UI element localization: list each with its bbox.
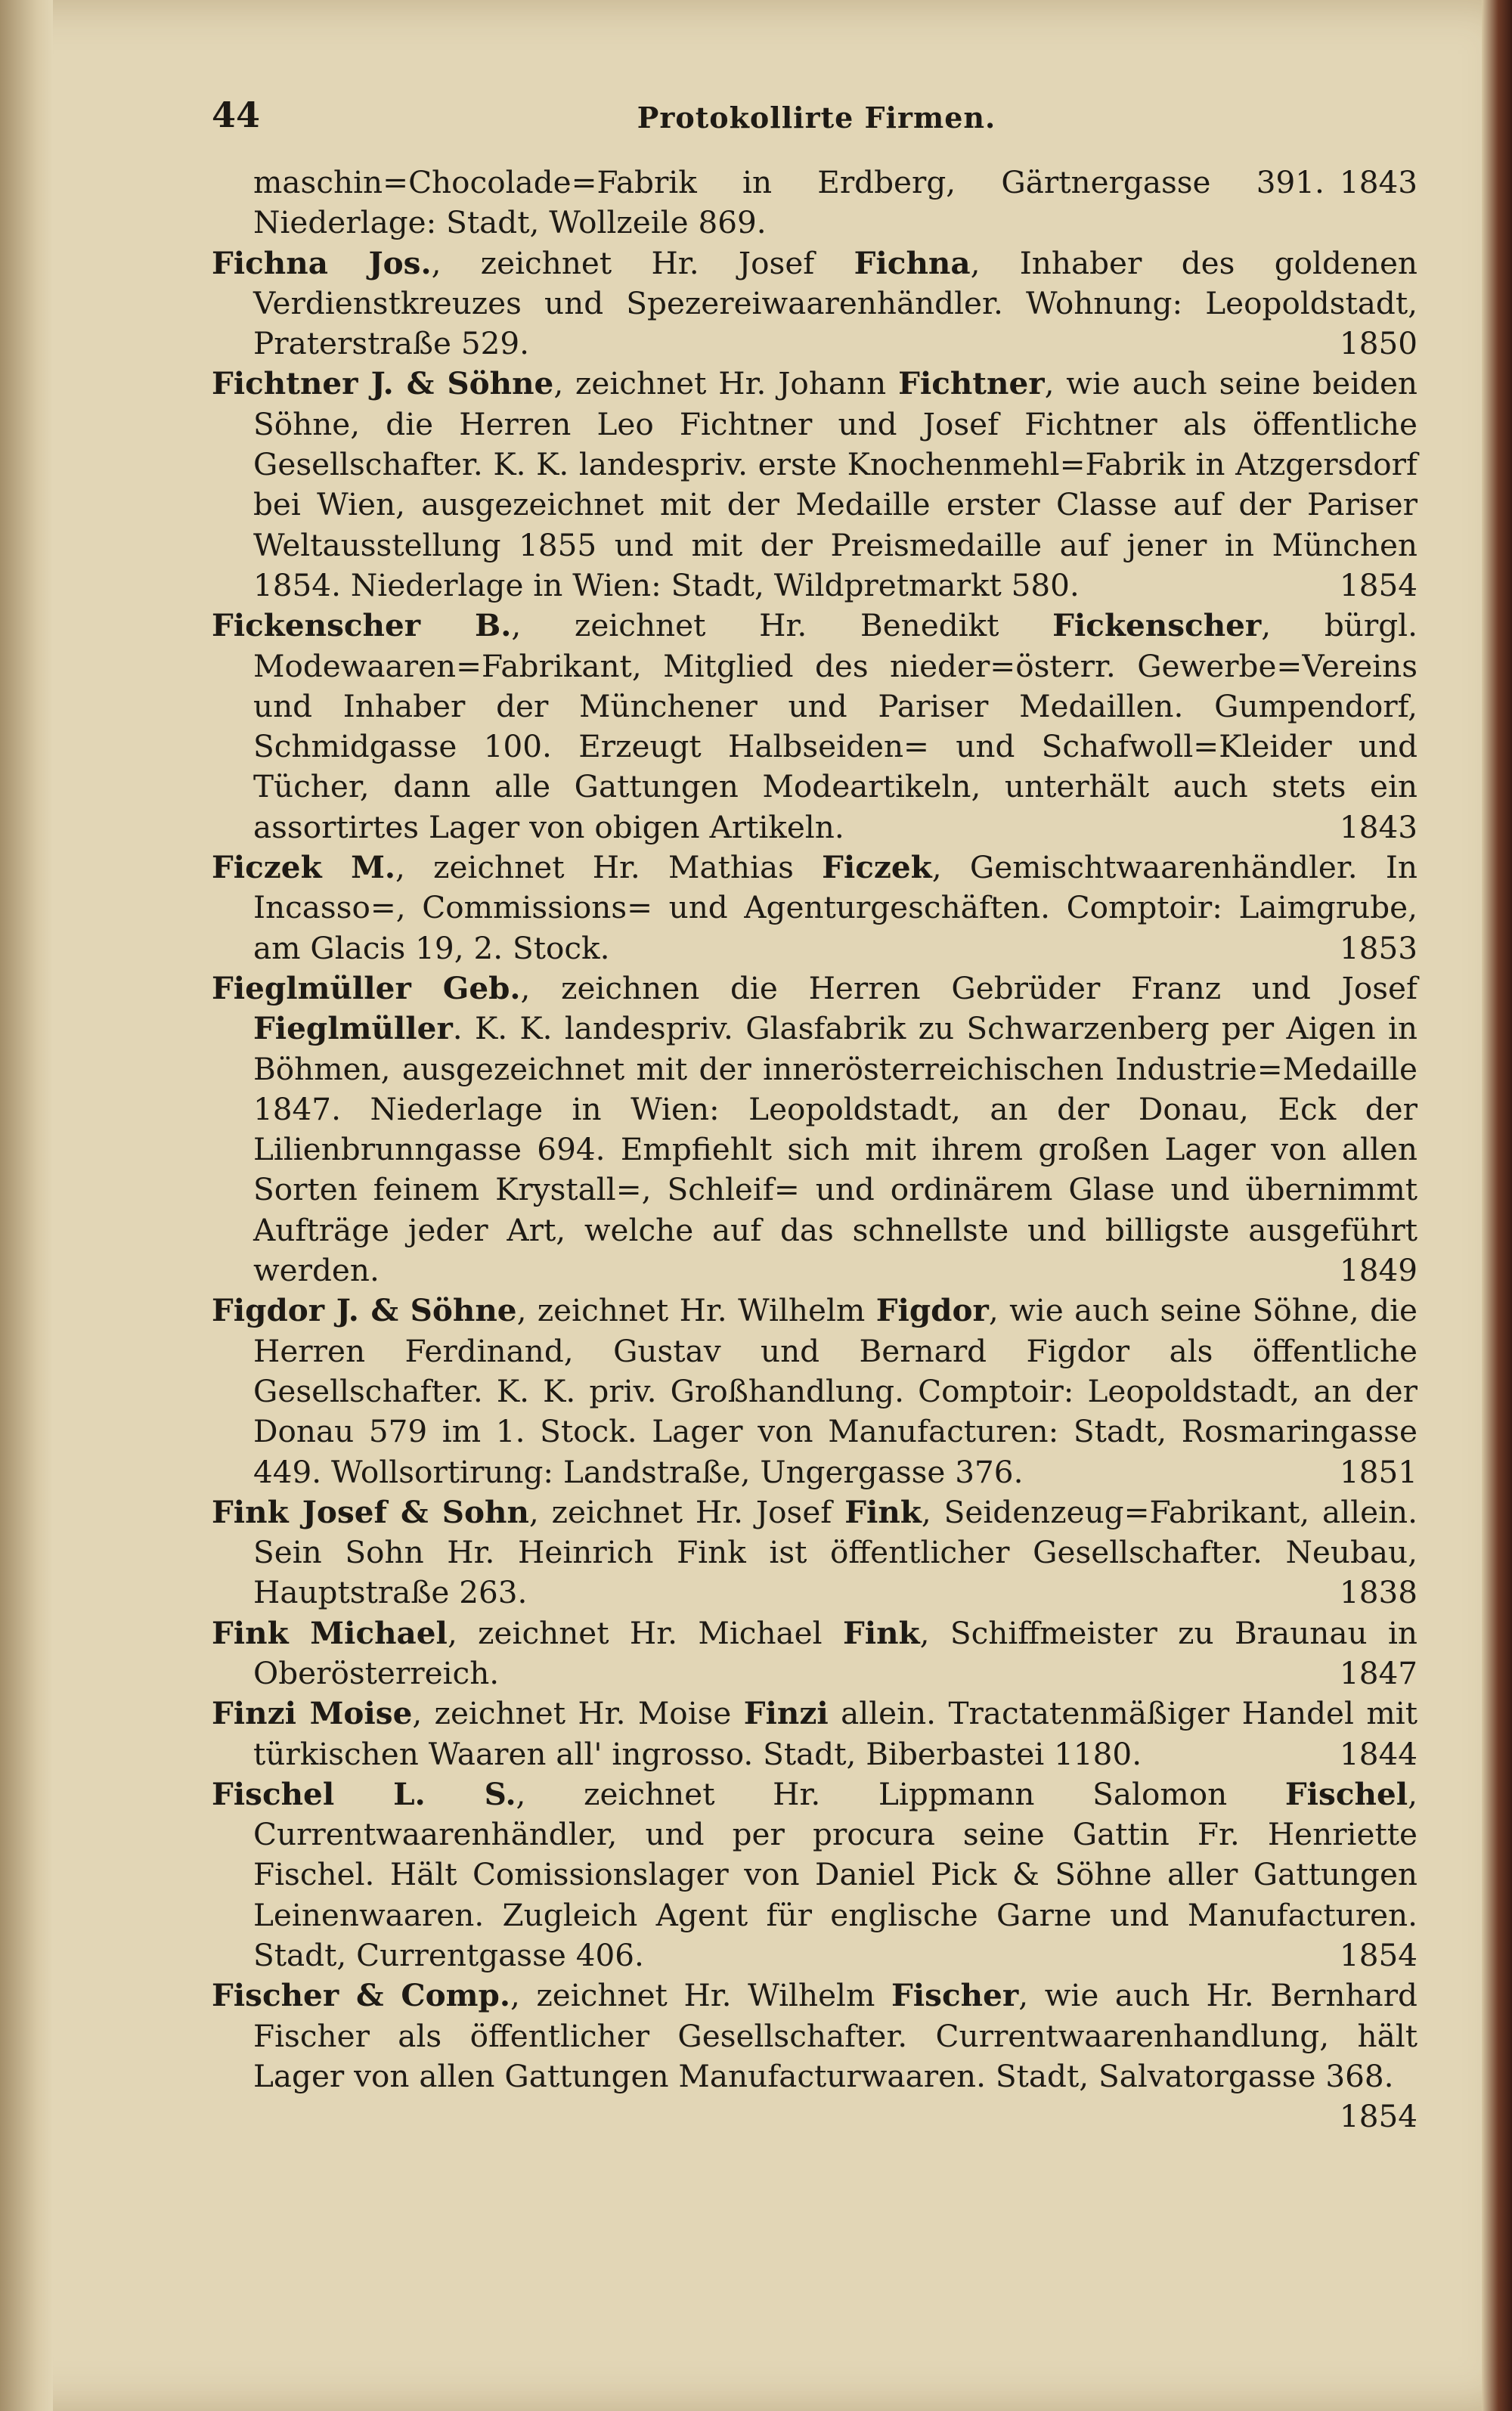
page-number: 44	[212, 95, 261, 135]
firm-name: Fichna Jos.	[212, 244, 432, 281]
entry-text: , Gemischtwaarenhändler. In Incasso=, Commissions= und Agenturgeschäften. Comptoir: Laimgrube, am Glacis 19, 2. Stock.	[253, 849, 1418, 966]
entry-year: 1844	[1339, 1735, 1418, 1772]
entry-text: , wie auch seine beiden Söhne, die Herren Leo Fichtner und Josef Fichtner als öffentliche Gesellschafter. K. K. landespriv. erste Knochenmehl=Fabrik in Atzgersdorf bei Wien, ausgezeichnet mit der Medaille erster Classe auf der Pariser Weltausstellung 1855 und mit der Preismedaille auf jener in München 1854. Niederlage in Wien: Stadt, Wildpretmarkt 580.	[253, 365, 1418, 603]
list-item	[212, 243, 1418, 364]
signatory-surname: Figdor	[875, 1292, 989, 1329]
entry-signatory: , zeichnet Hr. Josef	[528, 1493, 845, 1530]
firm-name: Fink Michael	[212, 1614, 448, 1651]
list-item	[212, 1774, 1418, 1976]
entry-year: 1843	[1339, 808, 1418, 845]
entry-text: , Currentwaarenhändler, und per procura seine Gattin Fr. Henriette Fischel. Hält Comissionslager von Daniel Pick & Söhne aller Gattungen Leinenwaaren. Zugleich Agent für englische Garne und Manufacturen. Stadt, Currentgasse 406.	[253, 1775, 1418, 1974]
entry-year: 1854	[1339, 2098, 1418, 2135]
list-item	[212, 1291, 1418, 1492]
signatory-surname: Fichna	[854, 244, 971, 281]
signatory-surname: Fink	[842, 1614, 920, 1651]
list-item	[212, 1694, 1418, 1774]
entry-text: , Inhaber des goldenen Verdienstkreuzes und Spezereiwaarenhändler. Wohnung: Leopoldstadt, Praterstraße 529.	[253, 244, 1418, 362]
list-item	[212, 968, 1418, 1291]
signatory-surname: Fickenscher	[1052, 607, 1262, 644]
entry-signatory: , zeichnet Hr. Johann	[553, 365, 899, 402]
entry-signatory: , zeichnet Hr. Benedikt	[511, 607, 1053, 644]
entry-text: maschin=Chocolade=Fabrik in Erdberg, Gärtnergasse 391. Niederlage: Stadt, Wollzeile 869.	[253, 164, 1325, 241]
list-item	[212, 1976, 1418, 2135]
entry-text: , wie auch seine Söhne, die Herren Ferdinand, Gustav und Bernard Figdor als öffentliche Gesellschafter. K. K. priv. Großhandlung. Comptoir: Leopoldstadt, an der Donau 579 im 1. Stock. Lager von Manufacturen: Stadt, Rosmaringasse 449. Wollsortirung: Landstraße, Ungergasse 376.	[253, 1292, 1418, 1490]
entry-year: 1854	[1339, 566, 1418, 603]
page-header	[212, 95, 1421, 147]
signatory-surname: Fischel	[1284, 1775, 1408, 1812]
signatory-surname: Ficzek	[822, 849, 932, 886]
entry-signatory: , zeichnet Hr. Josef	[431, 244, 854, 281]
firm-name: Fischel L. S.	[212, 1775, 516, 1812]
entry-year: 1853	[1339, 929, 1418, 966]
signatory-surname: Fichtner	[898, 365, 1045, 402]
entry-signatory: , zeichnet Hr. Lippmann Salomon	[516, 1775, 1285, 1812]
list-item	[212, 364, 1418, 606]
entry-year: 1843	[1339, 164, 1418, 200]
entry-text: , Schiffmeister zu Braunau in Oberösterreich.	[253, 1614, 1418, 1691]
firm-listing	[212, 163, 1418, 2137]
entry-text: , wie auch Hr. Bernhard Fischer als öffentlicher Gesellschafter. Currentwaarenhandlung, hält Lager von allen Gattungen Manufacturwaaren. Stadt, Salvatorgasse 368.	[253, 1977, 1418, 2094]
signatory-surname: Fieglmüller	[253, 1010, 453, 1047]
list-item	[212, 1613, 1418, 1694]
signatory-surname: Fischer	[891, 1977, 1019, 2014]
firm-name: Fischer & Comp.	[212, 1977, 510, 2014]
book-cover-edge	[1482, 0, 1512, 2411]
entry-signatory: , zeichnet Hr. Mathias	[395, 849, 823, 886]
signatory-surname: Finzi	[743, 1695, 829, 1732]
firm-name: Fickenscher B.	[212, 607, 512, 644]
firm-name: Ficzek M.	[212, 849, 396, 886]
entry-signatory: , zeichnet Hr. Moise	[412, 1695, 744, 1732]
firm-name: Fichtner J. & Söhne	[212, 365, 554, 402]
entry-signatory: , zeichnen die Herren Gebrüder Franz und Josef	[520, 969, 1418, 1006]
firm-name: Fink Josef & Sohn	[212, 1493, 529, 1530]
signatory-surname: Fink	[844, 1493, 922, 1530]
firm-name: Fieglmüller Geb.	[212, 969, 521, 1006]
firm-name: Figdor J. & Söhne	[212, 1292, 517, 1329]
firm-name: Finzi Moise	[212, 1695, 413, 1732]
running-title: Protokollirte Firmen.	[637, 101, 996, 135]
list-item	[212, 848, 1418, 968]
entry-year: 1854	[1339, 1937, 1418, 1974]
entry-signatory: , zeichnet Hr. Michael	[447, 1614, 843, 1651]
entry-year: 1849	[1339, 1252, 1418, 1289]
list-item	[212, 163, 1418, 243]
list-item	[212, 1492, 1418, 1613]
entry-signatory: , zeichnet Hr. Wilhelm	[510, 1977, 892, 2014]
entry-year: 1847	[1339, 1654, 1418, 1691]
entry-text: . K. K. landespriv. Glasfabrik zu Schwarzenberg per Aigen in Böhmen, ausgezeichnet mit der innerösterreichischen Industrie=Medaille 1847. Niederlage in Wien: Leopoldstadt, an der Donau, Eck der Lilienbrunngasse 694. Empfiehlt sich mit ihrem großen Lager von allen Sorten feinem Krystall=, Schleif= und ordinärem Glase und übernimmt Aufträge jeder Art, welche auf das schnellste und billigste ausgeführt werden.	[253, 1010, 1418, 1289]
entry-text: , bürgl. Modewaaren=Fabrikant, Mitglied des nieder=österr. Gewerbe=Vereins und Inhaber der Münchener und Pariser Medaillen. Gumpendorf, Schmidgasse 100. Erzeugt Halbseiden= und Schafwoll=Kleider und Tücher, dann alle Gattungen Modeartikeln, unterhält auch stets ein assortirtes Lager von obigen Artikeln.	[253, 607, 1418, 845]
page-gutter	[0, 0, 53, 2411]
entry-signatory: , zeichnet Hr. Wilhelm	[516, 1292, 876, 1329]
entry-text: allein. Tractatenmäßiger Handel mit türkischen Waaren all' ingrosso. Stadt, Biberbastei 1180.	[253, 1695, 1418, 1772]
entry-year: 1851	[1339, 1453, 1418, 1490]
list-item	[212, 606, 1418, 848]
entry-text: , Seidenzeug=Fabrikant, allein. Sein Sohn Hr. Heinrich Fink ist öffentlicher Gesellschafter. Neubau, Hauptstraße 263.	[253, 1493, 1418, 1611]
entry-year: 1850	[1339, 325, 1418, 362]
entry-year: 1838	[1339, 1574, 1418, 1611]
